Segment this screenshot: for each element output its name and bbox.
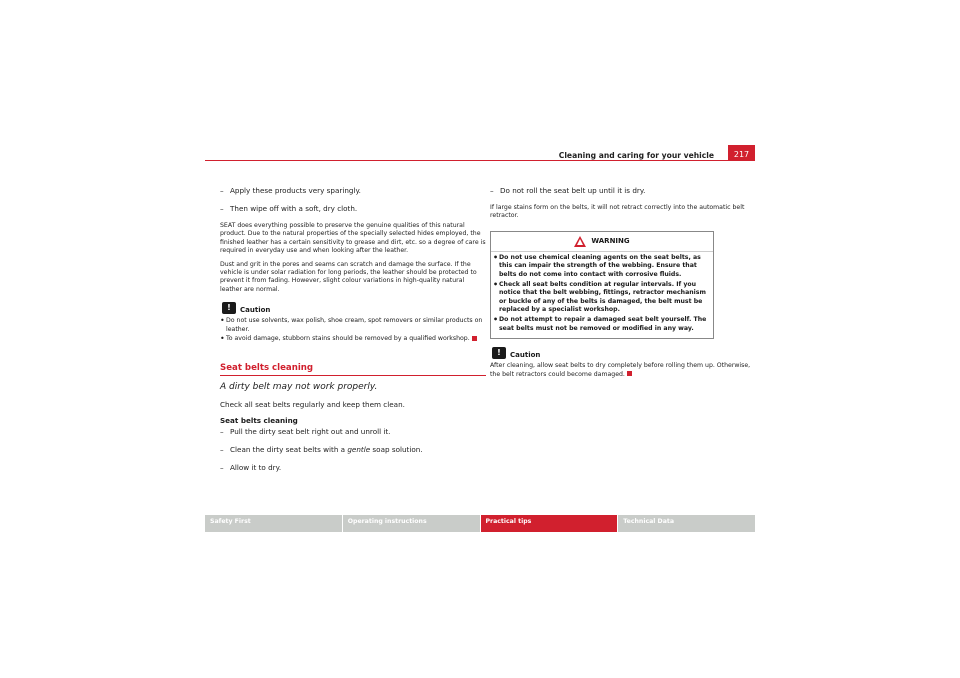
step-item: – Allow it to dry.: [220, 463, 282, 473]
caution-box: [490, 347, 756, 379]
end-mark-icon: [627, 371, 632, 376]
paragraph: SEAT does everything possible to preserve the genuine qualities of this natural product. Due to the natural properties of the specially selected hides employed, the finished leather has a certain sensitivity to grease and dirt, etc. so a degree of care is required in everyday use and when looking after the leather.: [220, 222, 486, 255]
warning-title: WARNING: [591, 237, 630, 246]
caution-bullet: • Do not use solvents, wax polish, shoe cream, spot removers or similar products on leather.: [220, 316, 483, 333]
step-item: – Apply these products very sparingly.: [220, 186, 361, 195]
footer-nav: [205, 515, 755, 532]
step-item: – Do not roll the seat belt up until it is dry.: [490, 186, 646, 195]
exclamation-icon: !: [492, 347, 506, 359]
caution-bullet: • To avoid damage, stubborn stains should be removed by a qualified workshop.: [220, 335, 486, 343]
step-item: – Clean the dirty seat belts with a gentle soap solution.: [220, 445, 423, 455]
paragraph: Dust and grit in the pores and seams can scratch and damage the surface. If the vehicle is under solar radiation for long periods, the leather should be protected to prevent it from fading. However, slight colour variations in high-quality natural leather are normal.: [220, 260, 477, 293]
procedure-label: Seat belts cleaning: [220, 416, 298, 426]
intro-text: Check all seat belts regularly and keep them clean.: [220, 400, 405, 410]
step-item: – Then wipe off with a soft, dry cloth.: [220, 204, 358, 213]
header-rule: [205, 160, 755, 161]
end-mark-icon: [472, 336, 477, 341]
caution-text: After cleaning, allow seat belts to dry completely before rolling them up. Otherwise, the belt retractors could become damaged.: [490, 362, 751, 378]
exclamation-icon: !: [222, 302, 236, 314]
right-column: [490, 186, 756, 379]
tab-practical-tips[interactable]: Practical tips: [481, 515, 618, 532]
warning-bullet: • Do not use chemical cleaning agents on the seat belts, as this can impair the strength of the webbing. Ensure that belts do not come into contact with corrosive fluids.: [493, 252, 701, 278]
step-item: – Pull the dirty seat belt right out and unroll it.: [220, 427, 391, 437]
warning-bullet: • Do not attempt to repair a damaged seat belt yourself. The seat belts must not be removed or modified in any way.: [493, 314, 707, 332]
tab-technical-data[interactable]: Technical Data: [618, 515, 755, 532]
tab-safety-first[interactable]: Safety First: [205, 515, 342, 532]
page-number: 217: [728, 145, 755, 161]
caution-box: [220, 302, 486, 343]
caution-title: Caution: [240, 306, 271, 315]
section-subtitle: A dirty belt may not work properly.: [220, 382, 378, 393]
caution-title: Caution: [510, 351, 541, 360]
tab-operating-instructions[interactable]: Operating instructions: [343, 515, 480, 532]
section-title: Seat belts cleaning: [220, 363, 486, 376]
warning-triangle-icon: [574, 236, 586, 247]
header-title: Cleaning and caring for your vehicle: [558, 151, 714, 160]
warning-box: [490, 231, 714, 339]
left-column: [220, 186, 486, 481]
note-text: If large stains form on the belts, it will not retract correctly into the automatic belt retractor.: [490, 204, 745, 220]
warning-bullet: • Check all seat belts condition at regular intervals. If you notice that the belt webbing, fittings, retractor mechanism or buckle of any of the belts is damaged, the belt must be replaced by a specialist workshop.: [493, 279, 706, 314]
